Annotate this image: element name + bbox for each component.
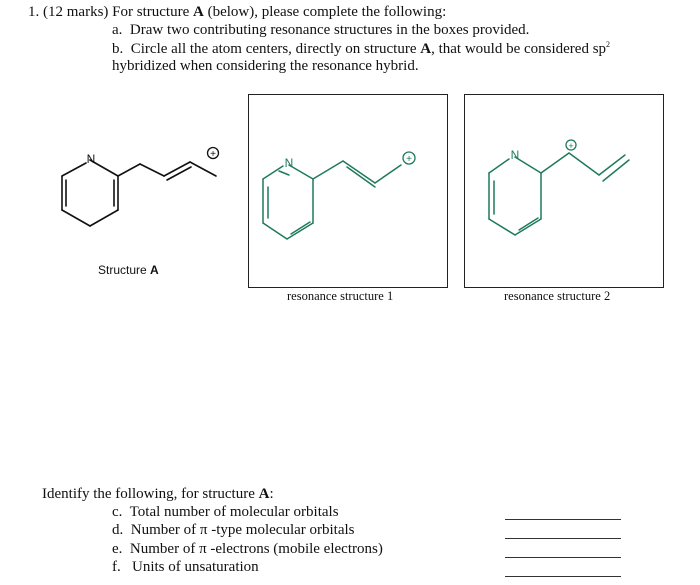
question-title: 1. (12 marks) For structure A (below), please complete the following: [28, 4, 447, 20]
bond [118, 164, 140, 176]
answer-blank-e[interactable] [505, 557, 621, 558]
charge-symbol: + [210, 149, 216, 160]
answer-blank-c[interactable] [505, 519, 621, 520]
resonance-caption-2: resonance structure 2 [504, 289, 611, 303]
part-a: a. Draw two contributing resonance structures in the boxes provided. [112, 22, 530, 38]
nitrogen-label: N [510, 148, 520, 162]
part-e: e. Number of π -electrons (mobile electrons) [112, 541, 383, 557]
bond [90, 210, 118, 226]
marks-label: (12 marks) [43, 4, 109, 20]
bond [190, 162, 216, 176]
resonance-box-2[interactable] [464, 94, 664, 288]
bond [62, 210, 90, 226]
answer-blank-f[interactable] [505, 576, 621, 577]
charge-symbol: + [406, 154, 412, 165]
resonance-caption-1: resonance structure 1 [287, 289, 394, 303]
resonance-structure-2-drawing [465, 95, 663, 287]
bond [62, 163, 86, 176]
part-d: d. Number of π -type molecular orbitals [112, 522, 355, 538]
part-c: c. Total number of molecular orbitals [112, 504, 339, 520]
charge-symbol: + [568, 141, 574, 151]
nitrogen-label: N [284, 156, 294, 170]
part-b-continuation: hybridized when considering the resonance hybrid. [112, 58, 419, 74]
part-f: f. Units of unsaturation [112, 559, 259, 575]
resonance-structure-1-drawing [249, 95, 447, 287]
part-b: b. Circle all the atom centers, directly on structure A, that would be considered $sp^2$ [112, 40, 611, 57]
structure-a-label: Structure A [98, 263, 159, 277]
nitrogen-label: N [86, 152, 96, 166]
structure-a-drawing [50, 140, 240, 240]
identify-heading: Identify the following, for structure A: [42, 486, 274, 502]
answer-blank-d[interactable] [505, 538, 621, 539]
resonance-box-1[interactable] [248, 94, 448, 288]
bond [140, 164, 164, 176]
bond [167, 167, 191, 180]
